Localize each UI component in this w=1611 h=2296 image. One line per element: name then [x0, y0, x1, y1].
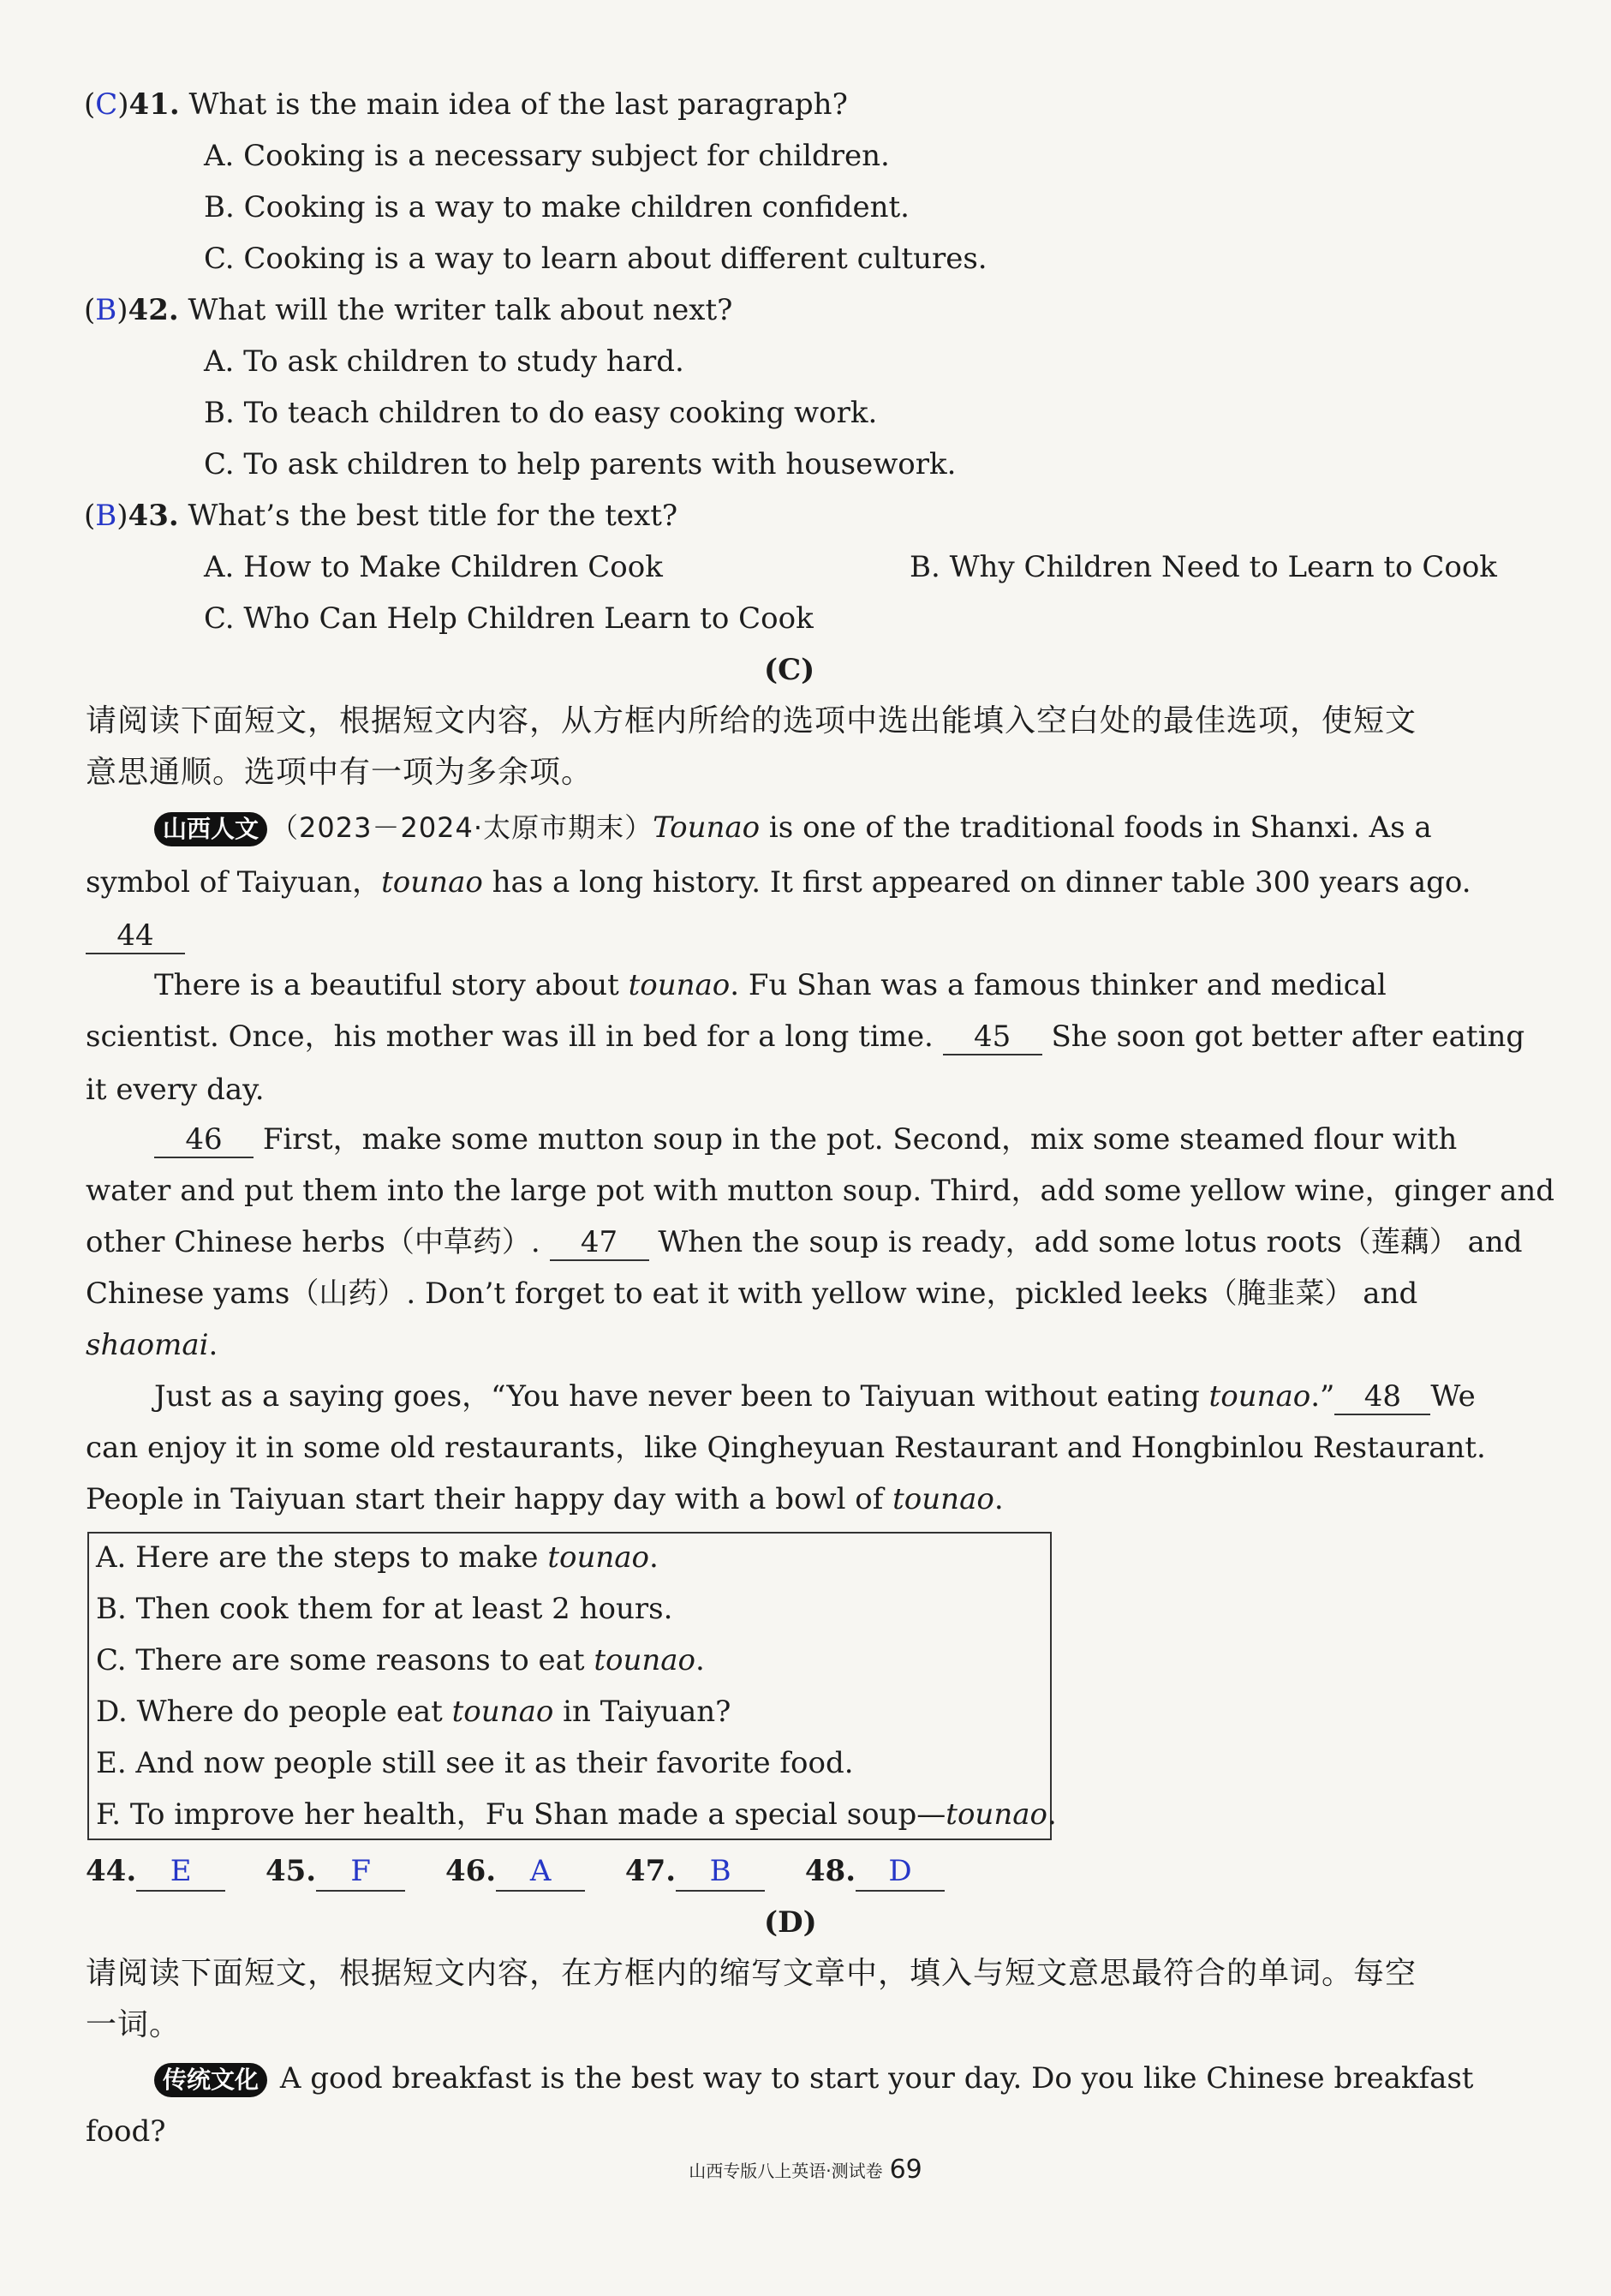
answer-45: F	[316, 1852, 405, 1892]
passage-line: 46 First，make some mutton soup in the pot. Second，mix some steamed flour with	[154, 1121, 1457, 1158]
option: C. Who Can Help Children Learn to Cook	[204, 601, 814, 636]
box-option-a: A. Here are the steps to make tounao.	[96, 1540, 659, 1575]
instruction-line: 请阅读下面短文，根据短文内容，从方框内所给的选项中选出能填入空白处的最佳选项，使短文	[86, 703, 1417, 738]
box-option-f: F. To improve her health，Fu Shan made a special soup—tounao.	[96, 1797, 1057, 1832]
blank-46: 46	[154, 1122, 254, 1158]
box-option-b: B. Then cook them for at least 2 hours.	[96, 1592, 673, 1626]
question-42: (B)42. What will the writer talk about next?	[84, 293, 733, 327]
option: B. Why Children Need to Learn to Cook	[910, 550, 1497, 584]
blank-48: 48	[1334, 1379, 1430, 1415]
question-stem: What is the main idea of the last paragraph?	[188, 87, 848, 122]
passage-line: water and put them into the large pot with mutton soup. Third，add some yellow wine，ginger and	[86, 1174, 1555, 1208]
page-footer	[0, 2155, 1611, 2185]
passage-line: Just as a saying goes，“You have never been to Taiyuan without eating tounao.” 48 We	[154, 1379, 1476, 1414]
instruction-line: 意思通顺。选项中有一项为多余项。	[86, 755, 594, 790]
option: A. Cooking is a necessary subject for children.	[204, 139, 890, 173]
source-note: （2023－2024·太原市期末）	[271, 811, 653, 844]
question-number: 42.	[128, 293, 179, 327]
question-43: (B)43. What’s the best title for the text?	[84, 499, 678, 533]
answer-43: B	[95, 499, 117, 533]
blank-47: 47	[550, 1225, 649, 1261]
instruction-line: 一词。	[86, 2007, 182, 2042]
answer-47: B	[676, 1852, 765, 1892]
box-option-e: E. And now people still see it as their favorite food.	[96, 1746, 854, 1780]
option: B. Cooking is a way to make children confident.	[204, 190, 910, 224]
page-number: 69	[889, 2155, 922, 2185]
answer-48: D	[856, 1852, 945, 1892]
question-number: 43.	[128, 499, 179, 533]
passage-line: food?	[86, 2114, 166, 2149]
section-heading-d: (D)	[764, 1905, 817, 1940]
passage-line: Chinese yams（山药）. Don’t forget to eat it with yellow wine，pickled leeks（腌韭菜） and	[86, 1277, 1418, 1311]
option: A. To ask children to study hard.	[204, 344, 684, 379]
section-heading-c: (C)	[764, 653, 815, 687]
book-title: 山西专版八上英语·测试卷	[689, 2161, 883, 2181]
passage-line: 山西人文 （2023－2024·太原市期末）Tounao is one of the traditional foods in Shanxi. As a	[154, 809, 1432, 846]
blank-45: 45	[943, 1019, 1042, 1055]
passage-line: scientist. Once，his mother was ill in bed for a long time. 45 She soon got better after eating	[86, 1019, 1525, 1054]
answer-42: B	[95, 293, 117, 327]
option: A. How to Make Children Cook	[204, 550, 663, 584]
option: B. To teach children to do easy cooking work.	[204, 396, 878, 430]
topic-badge: 传统文化	[154, 2063, 267, 2097]
question-number: 41.	[128, 87, 180, 122]
question-stem: What’s the best title for the text?	[188, 499, 678, 533]
answer-41: C	[95, 87, 118, 122]
option: C. To ask children to help parents with housework.	[204, 447, 957, 481]
answer-44: E	[136, 1852, 225, 1892]
answers-row: 44. E 45. F 46. A 47. B 48. D	[86, 1852, 945, 1892]
box-option-c: C. There are some reasons to eat tounao.	[96, 1643, 705, 1677]
passage-line: can enjoy it in some old restaurants，like Qingheyuan Restaurant and Hongbinlou Restaurant.	[86, 1431, 1486, 1465]
passage-line: symbol of Taiyuan，tounao has a long history. It first appeared on dinner table 300 years ago.	[86, 865, 1471, 900]
option: C. Cooking is a way to learn about different cultures.	[204, 242, 987, 276]
blank-44: 44	[86, 917, 185, 954]
passage-line: shaomai.	[86, 1328, 218, 1362]
passage-line: There is a beautiful story about tounao. Fu Shan was a famous thinker and medical	[154, 968, 1387, 1002]
passage-line: People in Taiyuan start their happy day with a bowl of tounao.	[86, 1482, 1004, 1516]
box-option-d: D. Where do people eat tounao in Taiyuan?	[96, 1695, 731, 1729]
options-box	[87, 1532, 1057, 1840]
question-stem: What will the writer talk about next?	[188, 293, 733, 327]
instruction-line: 请阅读下面短文，根据短文内容，在方框内的缩写文章中，填入与短文意思最符合的单词。每空	[86, 1956, 1417, 1991]
passage-line: 传统文化 A good breakfast is the best way to start your day. Do you like Chinese breakfast	[154, 2060, 1473, 2097]
question-41: (C)41. What is the main idea of the last paragraph?	[84, 87, 848, 122]
passage-line: it every day.	[86, 1073, 265, 1107]
topic-badge: 山西人文	[154, 812, 267, 846]
passage-line: other Chinese herbs（中草药）. 47 When the soup is ready，add some lotus roots（莲藕） and	[86, 1225, 1523, 1259]
answer-46: A	[496, 1852, 585, 1892]
